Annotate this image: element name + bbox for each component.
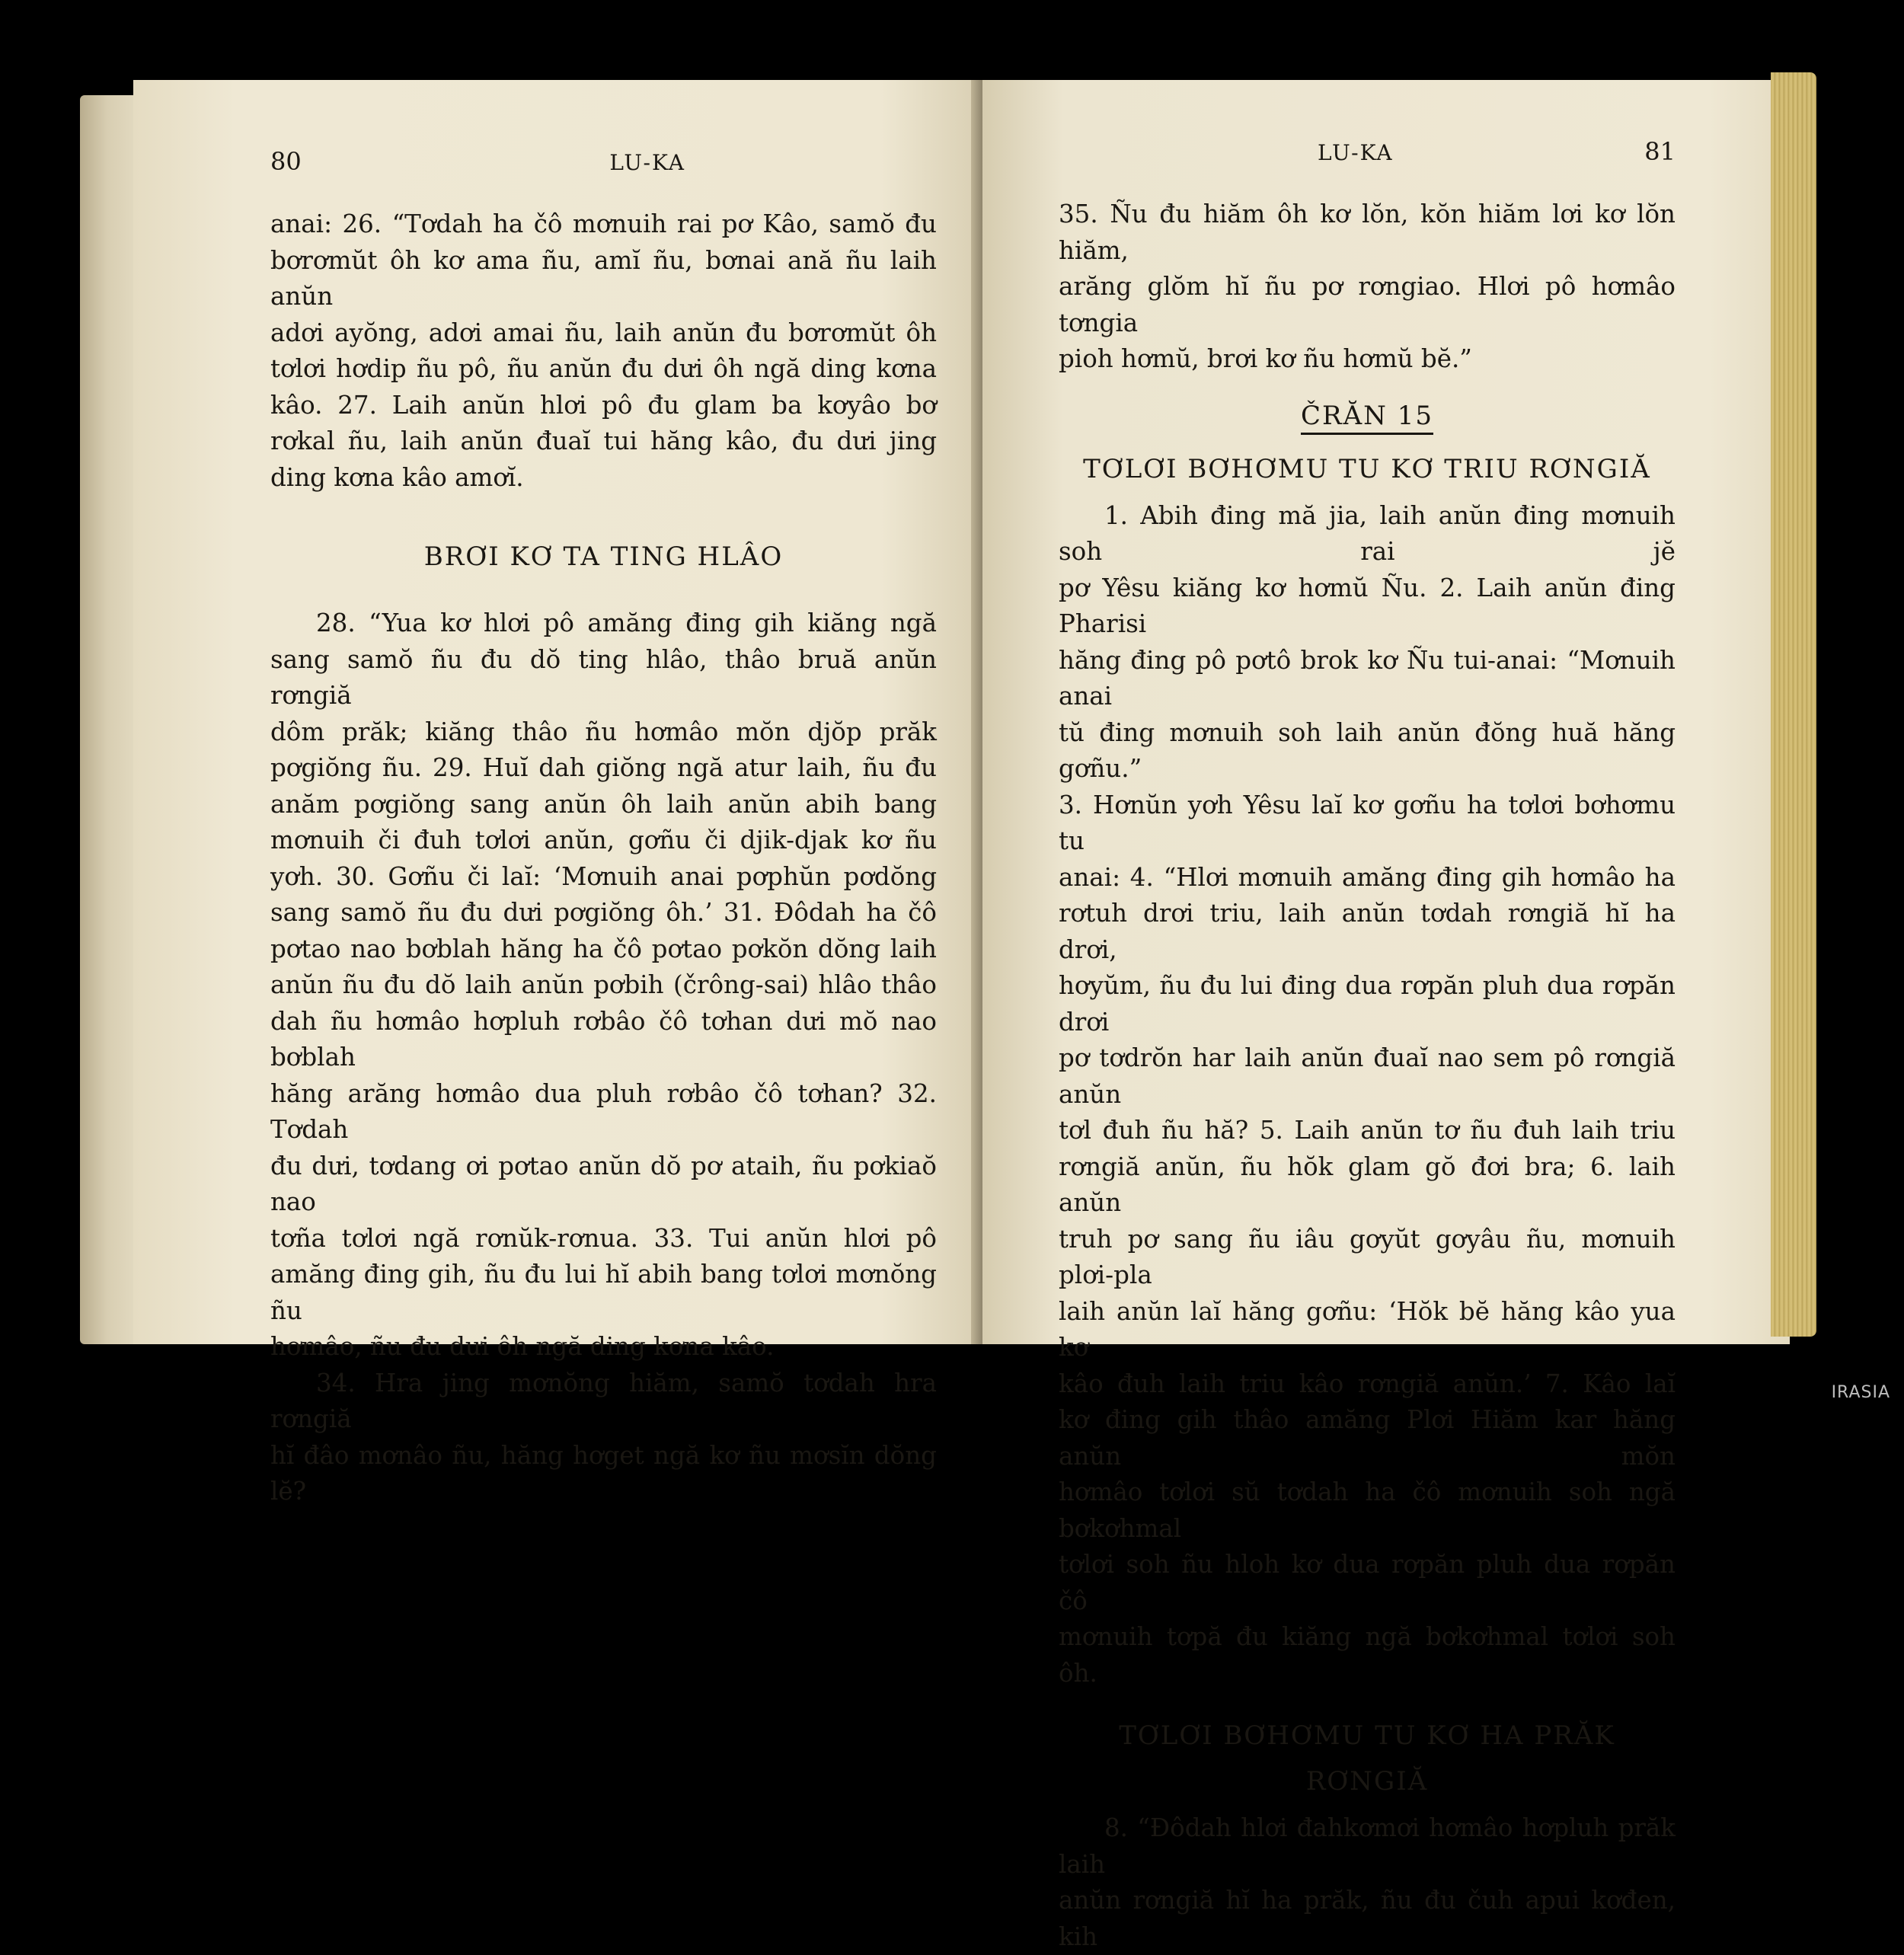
section-heading: TƠLƠI BƠHƠMU TU KƠ TRIU RƠNGIĂ (1083, 453, 1651, 484)
text-line: bơrơmŭt ôh kơ ama ñu, amĭ ñu, bơnai ană ñu laih anŭn (270, 245, 937, 311)
page-number: 81 (1644, 137, 1676, 166)
text-line: tơlơi hơdip ñu pô, ñu anŭn đu dưi ôh ngă ding kơna (270, 354, 937, 383)
text-line: dah ñu hơmâo hơpluh rơbâo čô tơhan dưi mŏ nao bơblah (270, 1006, 937, 1072)
text-line: amăng đing gih, ñu đu lui hĭ abih bang tơlơi mơnŏng ñu (270, 1260, 937, 1325)
text-line: pơtao nao bơblah hăng ha čô pơtao pơkŏn dŏng laih (270, 934, 937, 963)
right-page-edges (1771, 72, 1816, 1337)
right-page (982, 80, 1790, 1951)
text-line: laih anŭn laĭ hăng gơñu: ‘Hŏk bĕ hăng kâo yua kơ (1059, 1296, 1676, 1362)
text-line: kâo đuh laih triu kâo rơngiă anŭn.’ 7. Kâo laĭ (1059, 1369, 1676, 1398)
right-text-block-2 (1059, 498, 1676, 1692)
text-line: rơtuh drơi triu, laih anŭn tơdah rơngiă hĭ ha drơi, (1059, 899, 1676, 964)
section-heading: TƠLƠI BƠHƠMU TU KƠ HA PRĂK RƠNGIĂ (1119, 1720, 1615, 1797)
text-line: hơmâo tơlơi sŭ tơdah ha čô mơnuih soh ngă bơkơhmal (1059, 1477, 1676, 1543)
chapter-heading (1059, 393, 1676, 439)
text-line: pơ Yêsu kiăng kơ hơmŭ Ñu. 2. Laih anŭn đing Pharisi (1059, 573, 1676, 638)
text-line: kâo. 27. Laih anŭn hlơi pô đu glam ba kơyâo bơ (270, 390, 937, 420)
text-line: 3. Hơnŭn yơh Yêsu laĭ kơ gơñu ha tơlơi bơhơmu tu (1059, 790, 1676, 855)
text-line: dôm prăk; kiăng thâo ñu hơmâo mŏn djŏp prăk (270, 717, 937, 746)
text-line: tŭ đing mơnuih soh laih anŭn đŏng huă hăng gơñu.” (1059, 717, 1676, 783)
chapter-heading-text: ČRĂN 15 (1301, 401, 1433, 435)
section-heading: BRƠI KƠ TA TING HLÂO (423, 541, 784, 572)
text-line: rơkal ñu, laih anŭn đuaĭ tui hăng kâo, đu dưi jing (270, 426, 937, 455)
left-text-block-1 (270, 206, 937, 496)
page-number: 80 (270, 147, 302, 176)
text-line: anŭn ñu đu dŏ laih anŭn pơbih (črông-sai) hlâo thâo (270, 970, 937, 999)
left-text-block-2 (270, 605, 937, 1510)
text-line: ding kơna kâo amơĭ. (270, 462, 524, 492)
text-line: pơgiŏng ñu. 29. Huĭ dah giŏng ngă atur laih, ñu đu (270, 753, 937, 782)
watermark: IRASIA (1831, 1383, 1890, 1402)
text-line: tơña tơlơi ngă rơnŭk-rơnua. 33. Tui anŭn hlơi pô (270, 1223, 937, 1253)
left-page (133, 80, 982, 1506)
text-line: rơngiă anŭn, ñu hŏk glam gŏ đơi bra; 6. laih anŭn (1059, 1152, 1676, 1217)
open-book (80, 72, 1832, 1951)
text-line: adơi ayŏng, adơi amai ñu, laih anŭn đu bơrơmŭt ôh (270, 318, 937, 347)
text-line: 35. Ñu đu hiăm ôh kơ lŏn, kŏn hiăm lơi kơ lŏn hiăm, (1059, 200, 1676, 265)
text-line: sang samŏ ñu đu dŏ ting hlâo, thâo bruă anŭn rơngiă (270, 644, 937, 710)
text-line: 28. “Yua kơ hlơi pô amăng đing gih kiăng ngă (316, 609, 937, 637)
text-line: hĭ đâo mơnâo ñu, hăng hơget ngă kơ ñu mơsĭn dŏng lĕ? (270, 1440, 937, 1506)
text-line: mơnuih tơpă đu kiăng ngă bơkơhmal tơlơi soh ôh. (1059, 1622, 1676, 1688)
text-line: hăng đing pô pơtô brok kơ Ñu tui-anai: “Mơnuih anai (1059, 645, 1676, 711)
right-text-block-3 (1059, 1810, 1676, 1955)
text-line: mơnuih či đuh tơlơi anŭn, gơñu či djik-djak kơ ñu (270, 826, 937, 855)
right-text-block-1 (1059, 196, 1676, 378)
running-title: LU-KA (609, 150, 685, 175)
text-line: anŭn rơngiă hĭ ha prăk, ñu đu čuh apui kơđen, kih (1059, 1886, 1676, 1951)
text-line: tơlơi soh ñu hloh kơ dua rơpăn pluh dua rơpăn čô (1059, 1550, 1676, 1615)
text-line: anai: 26. “Tơdah ha čô mơnuih rai pơ Kâo, samŏ đu (270, 209, 937, 238)
left-running-head (270, 147, 937, 193)
text-line: anai: 4. “Hlơi mơnuih amăng đing gih hơmâo ha (1059, 862, 1676, 892)
text-line: 1. Abih đing mă jia, laih anŭn đing mơnuih soh rai jĕ (1059, 500, 1676, 566)
text-line: đu dưi, tơdang ơi pơtao anŭn dŏ pơ ataih, ñu pơkiaŏ nao (270, 1151, 937, 1216)
text-line: anăm pơgiŏng sang anŭn ôh laih anŭn abih bang (270, 789, 937, 819)
text-line: 34. Hra jing mơnŏng hiăm, samŏ tơdah hra rơngiă (270, 1368, 937, 1433)
text-line: hăng arăng hơmâo dua pluh rơbâo čô tơhan? 32. Tơdah (270, 1078, 937, 1144)
text-line: pioh hơmŭ, brơi kơ ñu hơmŭ bĕ.” (1059, 344, 1472, 373)
text-line: truh pơ sang ñu iâu gơyŭt gơyâu ñu, mơnuih plơi-pla (1059, 1224, 1676, 1289)
text-line: hơyŭm, ñu đu lui đing dua rơpăn pluh dua rơpăn drơi (1059, 971, 1676, 1037)
text-line: arăng glŏm hĭ ñu pơ rơngiao. Hlơi pô hơmâo tơngia (1059, 272, 1676, 337)
running-title: LU-KA (1318, 140, 1394, 165)
text-line: tơl đuh ñu hă? 5. Laih anŭn tơ ñu đuh laih triu (1059, 1116, 1676, 1145)
text-line: kơ đing gih thâo amăng Plơi Hiăm kar hăng anŭn mŏn (1059, 1405, 1676, 1471)
text-line: yơh. 30. Gơñu či laĭ: ‘Mơnuih anai pơphŭn pơdŏng (270, 861, 937, 891)
text-line: 8. “Đôdah hlơi đahkơmơi hơmâo hơpluh prăk laih (1059, 1813, 1676, 1879)
text-line: hơmâo, ñu đu dưi ôh ngă ding kơna kâo. (270, 1332, 775, 1361)
text-line: sang samŏ ñu đu dưi pơgiŏng ôh.’ 31. Đôdah ha čô (270, 898, 937, 927)
text-line: pơ tơdrŏn har laih anŭn đuaĭ nao sem pô rơngiă anŭn (1059, 1043, 1676, 1109)
right-running-head (1059, 137, 1676, 183)
